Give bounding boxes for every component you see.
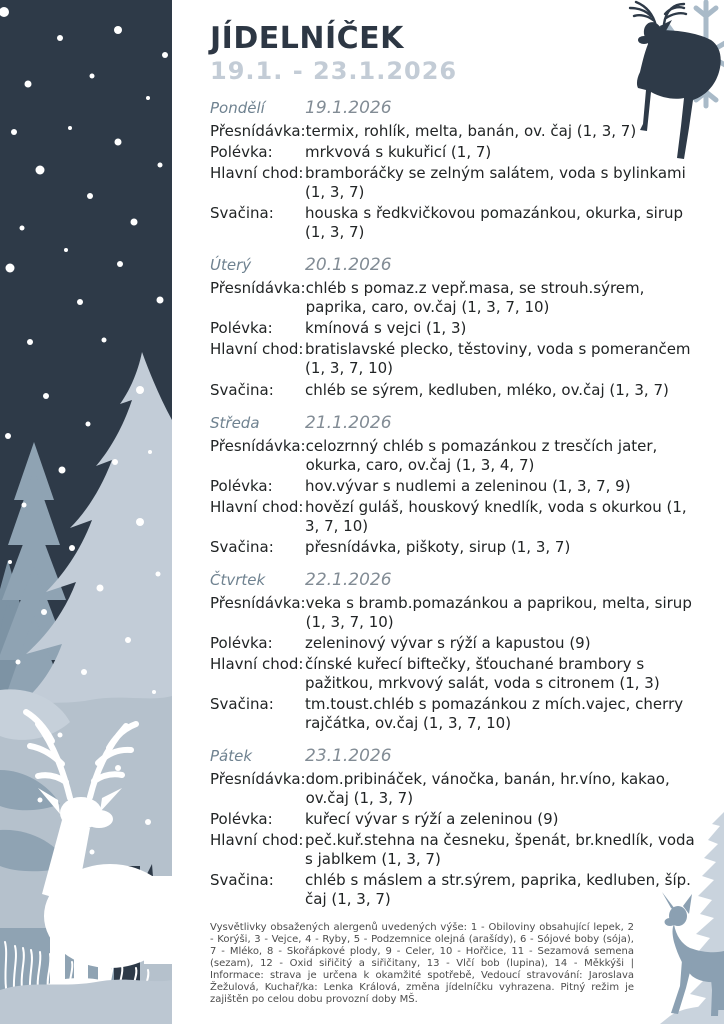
meal-value: veka s bramb.pomazánkou a paprikou, melta, sirup (1, 3, 7, 10) xyxy=(305,593,692,631)
meal-value: termix, rohlík, melta, banán, ov. čaj (1, 3, 7) xyxy=(305,122,637,140)
day-date: 20.1.2026 xyxy=(305,255,392,276)
meal-label: Přesnídávka: xyxy=(210,122,306,140)
meal-row xyxy=(210,871,702,909)
meal-row xyxy=(210,204,702,242)
meal-label: Hlavní chod: xyxy=(210,497,304,516)
meal-row xyxy=(210,634,702,653)
day-date: 22.1.2026 xyxy=(305,569,392,590)
meal-row xyxy=(210,381,702,400)
meal-row xyxy=(210,594,702,632)
meal-value: dom.pribináček, vánočka, banán, hr.víno, kakao, ov.čaj (1, 3, 7) xyxy=(305,770,670,808)
meal-row xyxy=(210,695,702,733)
day-heading xyxy=(210,98,702,118)
meal-row xyxy=(210,319,702,338)
meal-value: kuřecí vývar s rýží a zeleninou (9) xyxy=(305,810,559,829)
day-section-thursday xyxy=(210,570,702,733)
meal-label: Přesnídávka: xyxy=(210,279,306,298)
meal-value: čínské kuřecí biftečky, šťouchané brambory s pažitkou, mrkvový salát, voda s citronem (1, 3) xyxy=(305,654,660,693)
meal-label: Přesnídávka: xyxy=(210,436,306,455)
meal-value: mrkvová s kukuřicí (1, 7) xyxy=(305,143,492,162)
day-name: Pondělí xyxy=(210,99,265,117)
meal-value: kmínová s vejci (1, 3) xyxy=(305,319,467,338)
meal-label: Polévka: xyxy=(210,810,273,829)
meal-value: chléb s pomaz.z vepř.masa, se strouh.sýrem, paprika, caro, ov.čaj (1, 3, 7, 10) xyxy=(305,279,645,317)
meal-label: Svačina: xyxy=(210,204,274,223)
meal-label: Hlavní chod: xyxy=(210,831,304,850)
meal-row xyxy=(210,538,702,557)
meal-label: Polévka: xyxy=(210,143,273,162)
day-name: Středa xyxy=(210,413,260,432)
meal-row xyxy=(210,770,702,808)
meal-label: Svačina: xyxy=(210,695,274,714)
meal-row xyxy=(210,498,702,536)
meal-value: houska s ředkvičkovou pomazánkou, okurka, sirup (1, 3, 7) xyxy=(305,204,684,242)
meal-value: peč.kuř.stehna na česneku, špenát, br.knedlík, voda s jablkem (1, 3, 7) xyxy=(305,831,695,869)
meal-row xyxy=(210,437,702,475)
meal-value: celozrnný chléb s pomazánkou z tresčích jater, okurka, caro, ov.čaj (1, 3, 4, 7) xyxy=(305,436,658,474)
meal-row xyxy=(210,831,702,869)
meal-label: Polévka: xyxy=(210,476,273,495)
meal-value: hov.vývar s nudlemi a zeleninou (1, 3, 7, 9) xyxy=(305,476,631,495)
day-section-wednesday xyxy=(210,413,702,557)
day-date: 23.1.2026 xyxy=(305,746,392,767)
winter-scene-panel xyxy=(0,0,172,1024)
day-name: Pátek xyxy=(210,747,253,766)
meal-row xyxy=(210,655,702,693)
day-heading xyxy=(210,570,702,590)
meal-value: chléb s máslem a str.sýrem, paprika, kedluben, šíp. čaj (1, 3, 7) xyxy=(305,871,691,909)
meal-value: přesnídávka, piškoty, sirup (1, 3, 7) xyxy=(305,537,571,556)
day-date: 19.1.2026 xyxy=(305,98,392,118)
week-date-range: 19.1. - 23.1.2026 xyxy=(210,57,458,85)
meal-label: Polévka: xyxy=(210,633,273,652)
meal-label: Hlavní chod: xyxy=(210,654,304,673)
meal-row xyxy=(210,122,702,141)
meal-value: bratislavské plecko, těstoviny, voda s pomerančem (1, 3, 7, 10) xyxy=(305,340,691,378)
meal-label: Přesnídávka: xyxy=(210,593,306,612)
day-heading xyxy=(210,746,702,766)
day-date: 21.1.2026 xyxy=(305,412,392,433)
meal-label: Přesnídávka: xyxy=(210,770,306,789)
snow-ground xyxy=(0,980,172,1024)
meal-value: bramboráčky se zelným salátem, voda s bylinkami (1, 3, 7) xyxy=(305,164,686,202)
meal-row xyxy=(210,477,702,496)
day-heading xyxy=(210,413,702,433)
meal-row xyxy=(210,810,702,829)
meal-value: hovězí guláš, houskový knedlík, voda s okurkou (1, 3, 7, 10) xyxy=(305,497,687,535)
meal-label: Svačina: xyxy=(210,537,274,556)
meal-row xyxy=(210,340,702,378)
day-name: Čtvrtek xyxy=(210,570,266,589)
day-name: Úterý xyxy=(210,256,252,275)
day-section-friday xyxy=(210,746,702,909)
winter-forest-deer-illustration xyxy=(0,0,172,1024)
meal-label: Svačina: xyxy=(210,871,274,890)
menu-content xyxy=(210,22,702,1006)
meal-row xyxy=(210,164,702,202)
allergen-footnote: Vysvětlivky obsažených alergenů uvedených výše: 1 - Obiloviny obsahující lepek, 2 - Korýši, 3 - Vejce, 4 - Ryby, 5 - Podzemnice olejná (arašídy), 6 - Sójové boby (sója), 7 - Mléko, 8 - Skořápkové plody, 9 - Celer, 10 - Hořčice, 11 - Sezamová semena (sezam), 12 - Oxid siřičitý a siřičitany, 13 - Vlčí bob (lupina), 14 - Měkkýši | Informace: strava je určena k okamžité spotřebě, Vedoucí stravování: Jaroslava Žežulová, Kuchař/ka: Lenka Králová, změna jídelníčku vyhrazena. Pitný režim je zajištěn po celou dobu provozní doby MŠ. xyxy=(210,921,634,1005)
meal-value: chléb se sýrem, kedluben, mléko, ov.čaj (1, 3, 7) xyxy=(305,380,669,399)
meal-label: Polévka: xyxy=(210,319,273,338)
day-heading xyxy=(210,255,702,275)
meal-value: tm.toust.chléb s pomazánkou z mích.vajec, cherry rajčátka, ov.čaj (1, 3, 7, 10) xyxy=(305,695,684,733)
page-title: JÍDELNÍČEK xyxy=(210,21,404,56)
day-section-monday xyxy=(210,98,702,242)
meal-label: Svačina: xyxy=(210,380,274,399)
meal-label: Hlavní chod: xyxy=(210,340,304,359)
meal-row xyxy=(210,143,702,162)
day-section-tuesday xyxy=(210,255,702,399)
meal-label: Hlavní chod: xyxy=(210,164,304,183)
meal-value: zeleninový vývar s rýží a kapustou (9) xyxy=(305,633,591,652)
meal-row xyxy=(210,279,702,317)
